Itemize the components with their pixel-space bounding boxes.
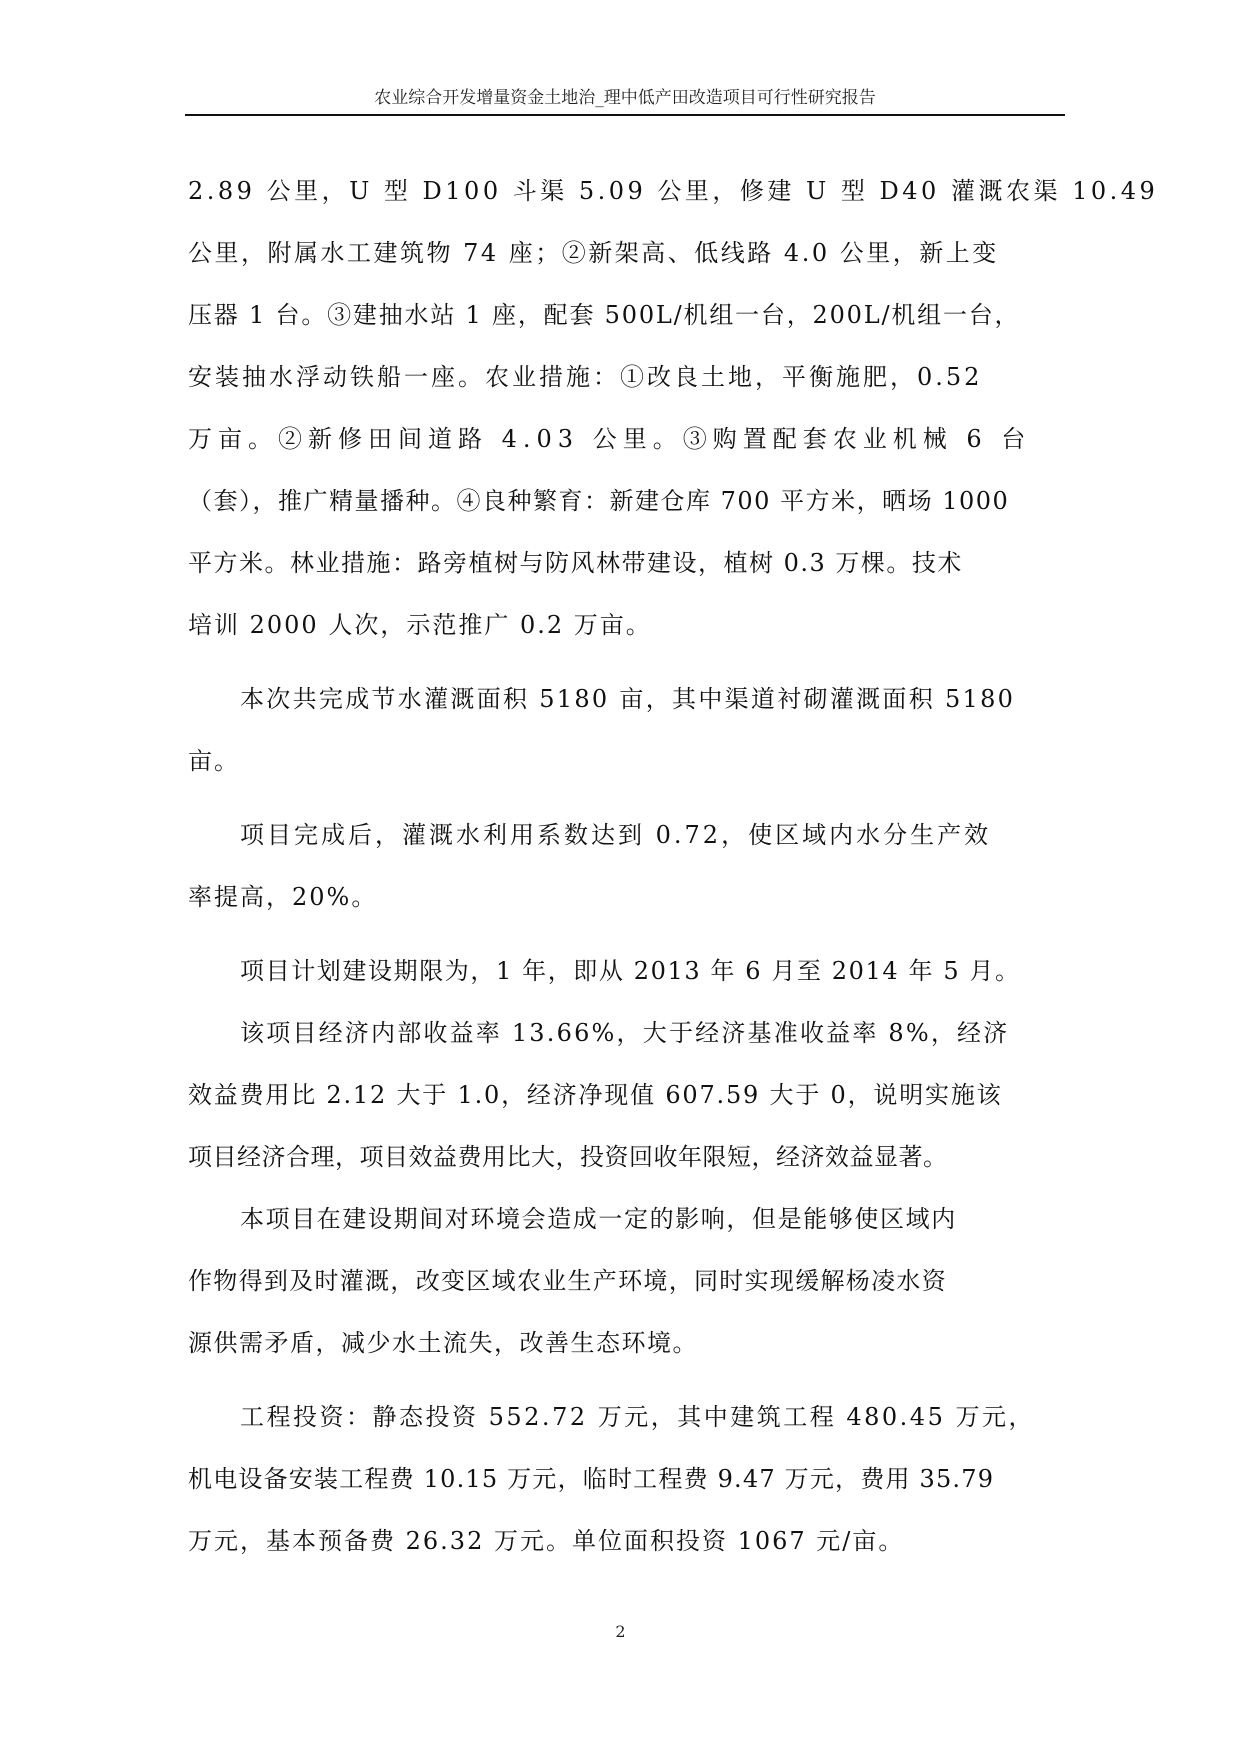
text-line: 项目计划建设期限为，1 年，即从 2013 年 6 月至 2014 年 5 月。: [240, 957, 1021, 985]
paragraph-economic-evaluation: [188, 1002, 1064, 1188]
text-line: 项目完成后，灌溉水利用系数达到 0.72，使区域内水分生产效: [240, 821, 992, 849]
text-line: 压器 1 台。③建抽水站 1 座，配套 500L/机组一台，200L/机组一台，: [188, 301, 1021, 329]
paragraph-project-investment: [188, 1386, 1064, 1572]
text-line: 培训 2000 人次，示范推广 0.2 万亩。: [188, 611, 652, 639]
text-line: 安装抽水浮动铁船一座。农业措施：①改良土地，平衡施肥，0.52: [188, 363, 983, 391]
paragraph-irrigation-area: [188, 668, 1064, 792]
text-line: 源供需矛盾，减少水土流失，改善生态环境。: [188, 1329, 698, 1357]
text-line: （套），推广精量播种。④良种繁育：新建仓库 700 平方米，晒场 1000: [188, 487, 1010, 515]
page-number: 2: [615, 1622, 626, 1641]
paragraph-water-efficiency: [188, 804, 1064, 928]
document-body: [188, 160, 1159, 1572]
paragraph-environmental-impact: [188, 1188, 1064, 1374]
text-line: 效益费用比 2.12 大于 1.0，经济净现值 607.59 大于 0，说明实施该: [188, 1081, 1003, 1109]
text-line: 万亩。②新修田间道路 4.03 公里。③购置配套农业机械 6 台: [188, 425, 1032, 453]
text-line: 2.89 公里，U 型 D100 斗渠 5.09 公里，修建 U 型 D40 灌溉农渠 10.49: [188, 177, 1159, 205]
page-header: 农业综合开发增量资金土地治_理中低产田改造项目可行性研究报告: [374, 88, 876, 108]
text-line: 本次共完成节水灌溉面积 5180 亩，其中渠道衬砌灌溉面积 5180: [240, 685, 1016, 713]
text-line: 该项目经济内部收益率 13.66%，大于经济基准收益率 8%，经济: [240, 1019, 1010, 1047]
text-line: 率提高，20%。: [188, 883, 378, 911]
text-line: 本项目在建设期间对环境会造成一定的影响，但是能够使区域内: [240, 1205, 957, 1233]
text-line: 平方米。林业措施：路旁植树与防风林带建设，植树 0.3 万棵。技术: [188, 549, 963, 577]
header-divider: [185, 114, 1065, 116]
text-line: 机电设备安装工程费 10.15 万元，临时工程费 9.47 万元，费用 35.79: [188, 1465, 995, 1493]
text-line: 工程投资：静态投资 552.72 万元，其中建筑工程 480.45 万元，: [240, 1403, 1035, 1431]
text-line: 万元，基本预备费 26.32 万元。单位面积投资 1067 元/亩。: [188, 1527, 905, 1555]
paragraph-construction-period: [188, 940, 1064, 1002]
text-line: 作物得到及时灌溉，改变区域农业生产环境，同时实现缓解杨凌水资: [188, 1267, 947, 1295]
text-line: 亩。: [188, 747, 240, 775]
text-line: 公里，附属水工建筑物 74 座；②新架高、低线路 4.0 公里，新上变: [188, 239, 999, 267]
text-line: 项目经济合理，项目效益费用比大，投资回收年限短，经济效益显著。: [188, 1143, 948, 1171]
paragraph-scope-continuation: [188, 160, 1159, 656]
